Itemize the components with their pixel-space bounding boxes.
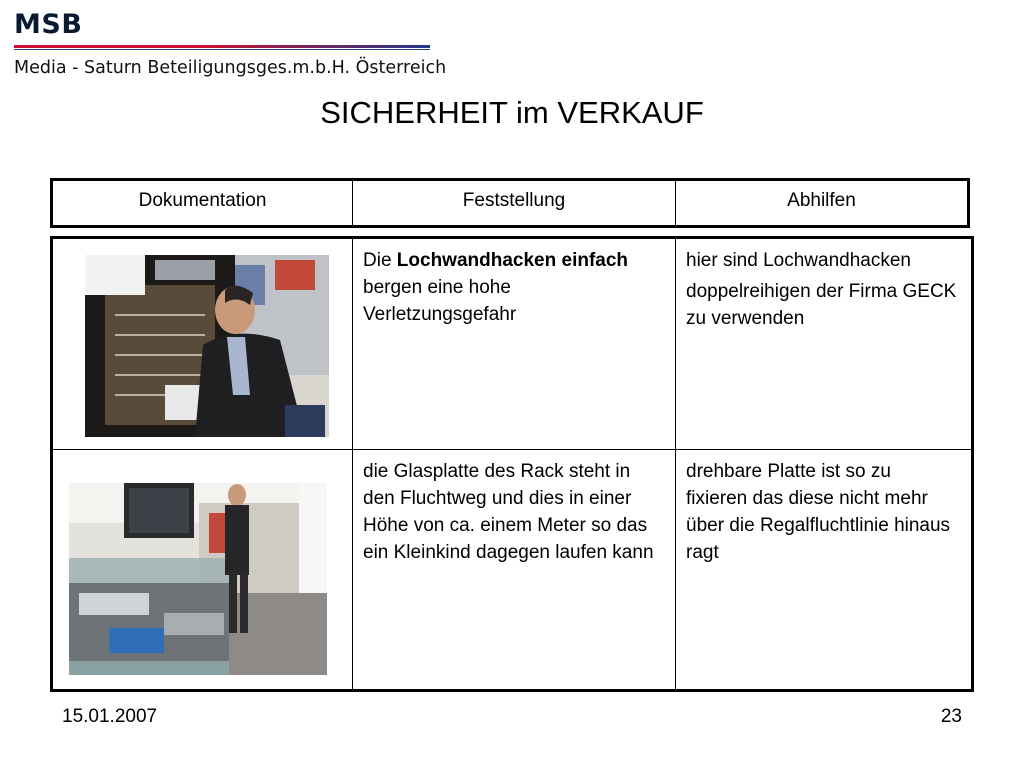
table-body [50,236,974,692]
table-row [53,239,971,450]
remedy-cell [676,239,967,449]
finding-cell [353,450,676,689]
finding-text [363,247,665,328]
photo-pegboard-hooks [85,255,329,437]
remedy-cell [676,450,967,689]
header-remedy: Abhilfen [787,190,856,211]
photo-glass-rack [69,483,327,675]
slide-title: SICHERHEIT im VERKAUF [320,95,704,130]
documentation-cell [53,239,353,449]
logo-mark: MSB [14,9,83,40]
header-finding: Feststellung [353,181,676,225]
remedy-text: doppelreihigen der Firma GECK zu verwenden [686,281,957,329]
logo-subtitle: Media - Saturn Beteiligungsges.m.b.H. Österreich [14,58,447,78]
logo-divider [14,45,430,48]
logo-divider-thin [14,49,430,50]
table-row [53,450,971,689]
remedy-text: hier sind Lochwandhacken [686,250,911,271]
footer-date: 15.01.2007 [62,706,158,727]
header-documentation: Dokumentation [53,181,353,225]
documentation-cell [53,450,353,689]
remedy-text: drehbare Platte ist so zu fixieren das diese nicht mehr über die Regalfluchtlinie hinaus ragt [686,461,951,563]
finding-cell [353,239,676,449]
page-number: 23 [940,706,962,727]
company-logo [14,9,447,78]
finding-text-bold: Lochwandhacken einfach [396,250,629,271]
finding-text-pre: Die [363,250,397,271]
finding-text-post: bergen eine hohe Verletzungsgefahr [363,277,517,325]
finding-text: die Glasplatte des Rack steht in den Fluchtweg und dies in einer Höhe von ca. einem Meter so das ein Kleinkind dagegen laufen kann [363,461,654,563]
table-header [50,178,970,228]
